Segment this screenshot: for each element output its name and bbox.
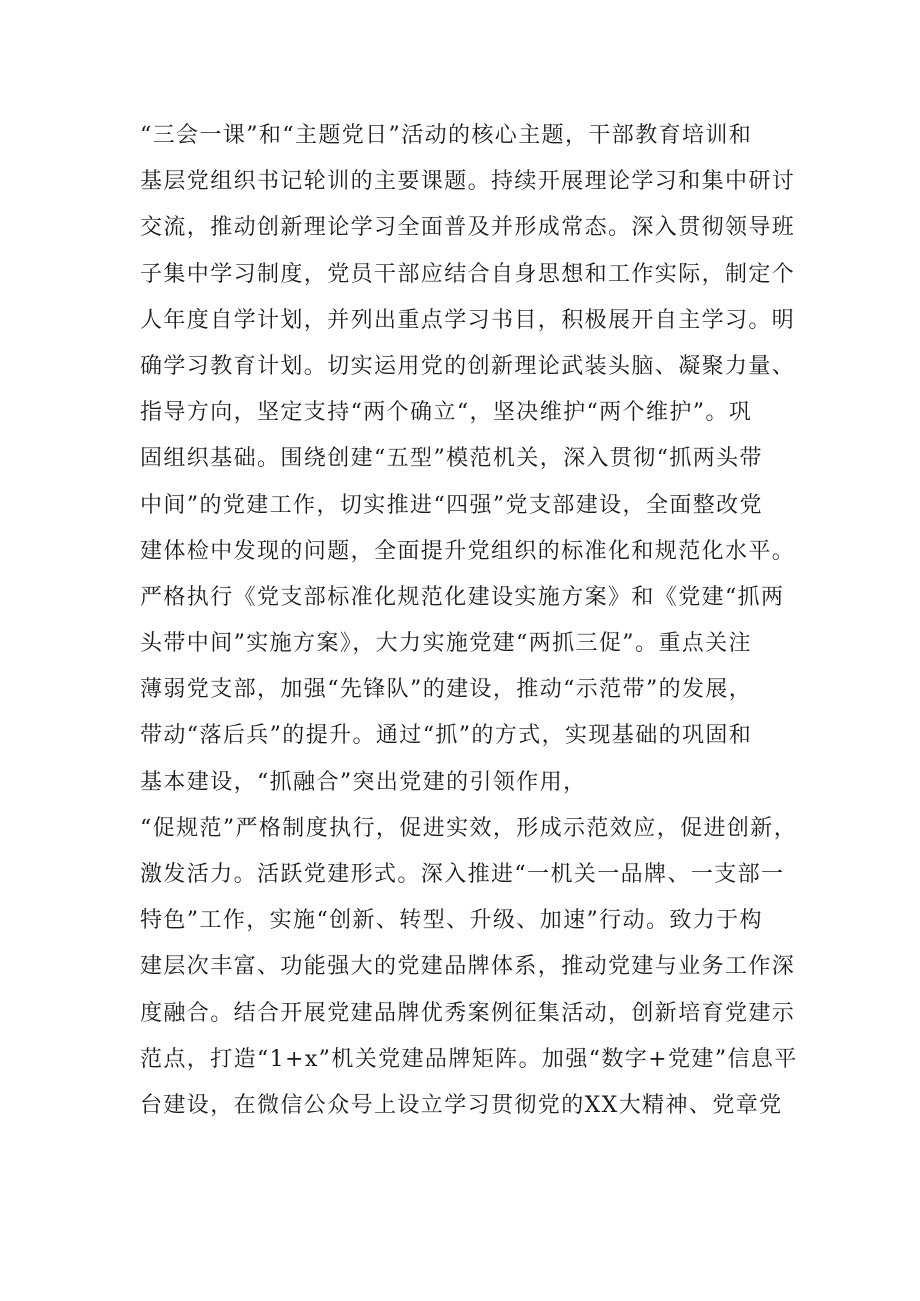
text-line: 头带中间”实施方案》，大力实施党建“两抓三促”。重点关注 [140,631,752,657]
text-line: “促规范”严格制度执行，促进实效，形成示范效应，促进创新， [140,815,798,841]
text-line: 确学习教育计划。切实运用党的创新理论武装头脑、凝聚力量、 [140,353,796,379]
text-line: 激发活力。活跃党建形式。深入推进“一机关一品牌、一支部一 [140,862,785,887]
text-line: 基本建设，“抓融合”突出党建的引领作用， [140,769,587,795]
body-text [140,113,800,1129]
text-line: 特色”工作，实施“创新、转型、升级、加速”行动。致力于构 [140,908,763,934]
text-line: 建体检中发现的问题，全面提升党组织的标准化和规范化水平。 [140,538,796,564]
text-line: 交流，推动创新理论学习全面普及并形成常态。深入贯彻领导班 [140,215,796,241]
text-line: 指导方向，坚定支持“两个确立“，坚决维护“两个维护”。巩 [140,400,753,426]
text-line: 子集中学习制度，党员干部应结合自身思想和工作实际，制定个 [140,261,796,287]
text-line: 固组织基础。围绕创建“五型”模范机关，深入贯彻“抓两头带 [140,446,763,472]
text-line: 薄弱党支部，加强“先锋队”的建设，推动“示范带”的发展， [140,677,753,703]
text-line: 基层党组织书记轮训的主要课题。持续开展理论学习和集中研讨 [140,169,796,195]
text-line: 度融合。结合开展党建品牌优秀案例征集活动，创新培育党建示 [140,1000,796,1026]
text-line: 带动“落后兵”的提升。通过“抓”的方式，实现基础的巩固和 [140,723,753,749]
text-line: 人年度自学计划，并列出重点学习书目，积极展开自主学习。明 [140,307,796,333]
text-line: 范点，打造“1+x”机关党建品牌矩阵。加强“数字+党建”信息平 [140,1046,798,1072]
text-line: 台建设，在微信公众号上设立学习贯彻党的XX大精神、党章党 [140,1092,783,1118]
text-line: “三会一课”和“主题党日”活动的核心主题，干部教育培训和 [140,123,753,148]
text-line: 严格执行《党支部标准化规范化建设实施方案》和《党建“抓两 [140,584,785,610]
text-line: 中间”的党建工作，切实推进“四强”党支部建设，全面整改党 [140,492,763,518]
text-line: 建层次丰富、功能强大的党建品牌体系，推动党建与业务工作深 [140,954,796,980]
